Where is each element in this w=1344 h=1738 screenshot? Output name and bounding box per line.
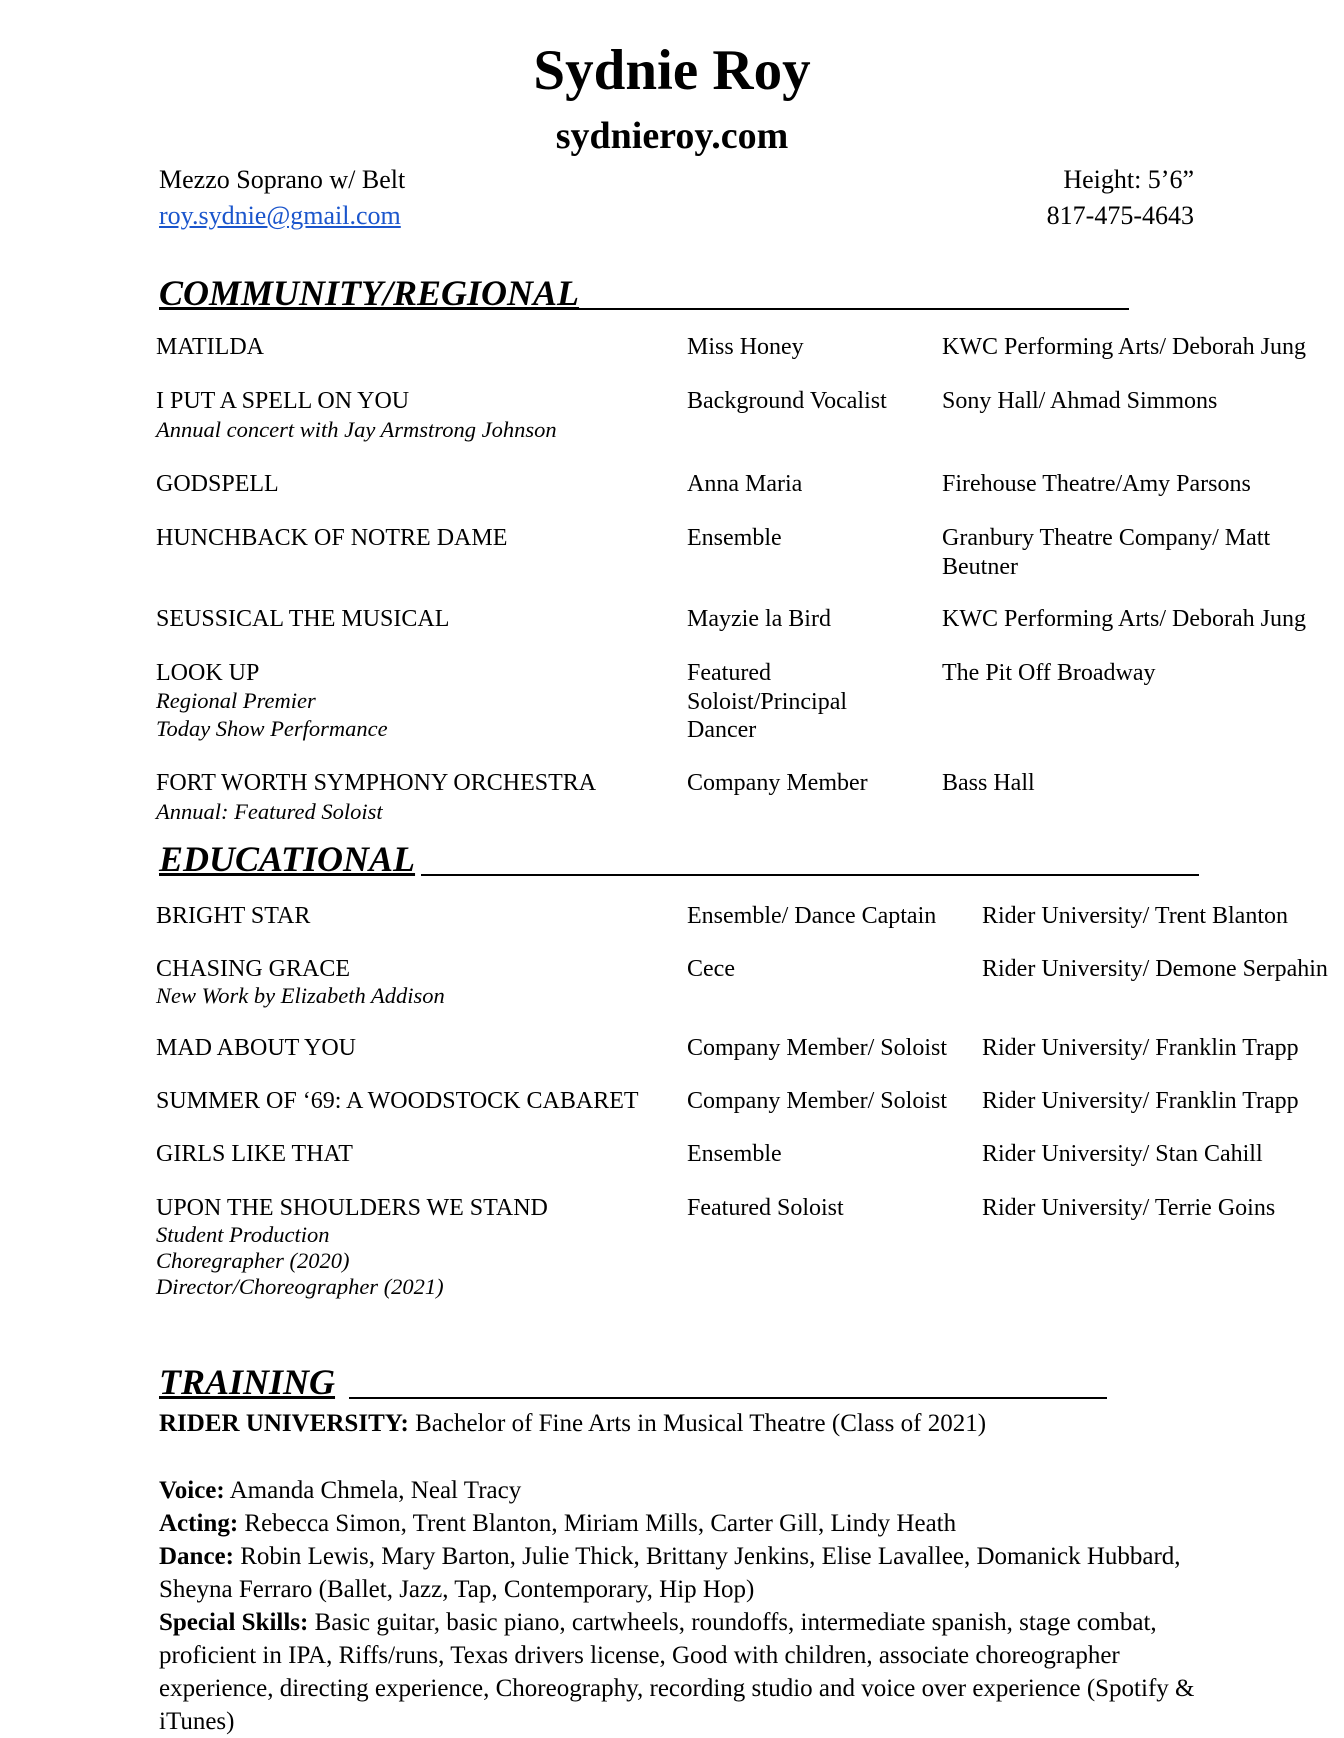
table-row-venue: KWC Performing Arts/ Deborah Jung	[942, 606, 1306, 632]
table-row-role: Cece	[687, 956, 735, 982]
skills-label: Special Skills:	[159, 1609, 309, 1636]
table-row-show: MAD ABOUT YOU	[156, 1035, 357, 1061]
phone: 817-475-4643	[1046, 201, 1194, 230]
table-row-venue: Sony Hall/ Ahmad Simmons	[942, 388, 1218, 414]
table-row-note: New Work by Elizabeth Addison	[156, 983, 445, 1008]
table-row-note: Today Show Performance	[156, 716, 388, 741]
table-row-role: Ensemble	[687, 525, 782, 551]
table-row-role: Featured Soloist	[687, 1195, 844, 1221]
table-row-show: SUMMER OF ‘69: A WOODSTOCK CABARET	[156, 1088, 639, 1114]
section-title: EDUCATIONAL	[159, 839, 416, 879]
section-heading-training	[159, 1361, 1107, 1403]
table-row-venue: Bass Hall	[942, 770, 1035, 796]
table-row-note: Annual: Featured Soloist	[156, 799, 383, 824]
table-row-note: Choregrapher (2020)	[156, 1248, 350, 1273]
table-row-venue: Rider University/ Franklin Trapp	[982, 1035, 1299, 1061]
table-row-role: Company Member/ Soloist	[687, 1035, 947, 1061]
table-row-show: MATILDA	[156, 334, 264, 360]
table-row-show: I PUT A SPELL ON YOU	[156, 388, 410, 414]
table-row-show: GIRLS LIKE THAT	[156, 1141, 353, 1167]
section-heading-community	[159, 272, 1129, 314]
table-row-role: Ensemble/ Dance Captain	[687, 903, 937, 929]
school-text: Bachelor of Fine Arts in Musical Theatre (Class of 2021)	[408, 1410, 987, 1437]
table-row-venue: Rider University/ Trent Blanton	[982, 903, 1288, 929]
table-row-note: Annual concert with Jay Armstrong Johnson	[156, 417, 557, 442]
table-row-venue: Granbury Theatre Company/ Matt Beutner	[942, 525, 1271, 580]
table-row-venue: KWC Performing Arts/ Deborah Jung	[942, 334, 1306, 360]
dance-text: Robin Lewis, Mary Barton, Julie Thick, Brittany Jenkins, Elise Lavallee, Domanick Hubbard, Sheyna Ferraro (Ballet, Jazz, Tap, Contemporary, Hip Hop)	[159, 1543, 1181, 1603]
table-row-venue: Rider University/ Franklin Trapp	[982, 1088, 1299, 1114]
table-row-show: LOOK UP	[156, 660, 260, 686]
heading-rule	[579, 308, 1129, 310]
school-label: RIDER UNIVERSITY:	[159, 1410, 409, 1437]
table-row-show: BRIGHT STAR	[156, 903, 311, 929]
voice-text: Amanda Chmela, Neal Tracy	[224, 1477, 522, 1504]
voice-label: Voice:	[159, 1477, 225, 1504]
table-row-role: Mayzie la Bird	[687, 606, 831, 632]
resume-name: Sydnie Roy	[533, 39, 811, 102]
website: sydnieroy.com	[555, 115, 789, 157]
table-row-role: Company Member/ Soloist	[687, 1088, 947, 1114]
email-link[interactable]: roy.sydnie@gmail.com	[159, 201, 401, 230]
acting-label: Acting:	[159, 1510, 239, 1537]
table-row-role: Featured Soloist/Principal Dancer	[687, 660, 848, 743]
acting-line	[159, 1507, 1209, 1540]
dance-line	[159, 1540, 1209, 1606]
acting-text: Rebecca Simon, Trent Blanton, Miriam Mills, Carter Gill, Lindy Heath	[238, 1510, 957, 1537]
table-row-venue: The Pit Off Broadway	[942, 660, 1156, 686]
skills-text: Basic guitar, basic piano, cartwheels, roundoffs, intermediate spanish, stage combat, proficient in IPA, Riffs/runs, Texas drivers license, Good with children, associate choreographer experience, directing experience, Choreography, recording studio and voice over experience (Spotify & iTunes)	[159, 1609, 1195, 1735]
voice-line	[159, 1474, 1209, 1507]
section-title: COMMUNITY/REGIONAL	[159, 273, 580, 313]
table-row-show: SEUSSICAL THE MUSICAL	[156, 606, 450, 632]
table-row-venue: Rider University/ Terrie Goins	[982, 1195, 1276, 1221]
height: Height: 5’6”	[1063, 165, 1194, 194]
section-heading-educational	[159, 838, 1199, 880]
table-row-note: Regional Premier	[156, 688, 316, 713]
table-row-role: Company Member	[687, 770, 868, 796]
skills-line	[159, 1606, 1209, 1738]
table-row-show: CHASING GRACE	[156, 956, 351, 982]
heading-rule	[349, 1397, 1107, 1399]
voice-type: Mezzo Soprano w/ Belt	[159, 165, 406, 194]
training-details	[159, 1474, 1209, 1738]
table-row-role: Background Vocalist	[687, 388, 887, 414]
dance-label: Dance:	[159, 1543, 234, 1570]
table-row-role: Miss Honey	[687, 334, 804, 360]
table-row-role: Ensemble	[687, 1141, 782, 1167]
table-row-show: FORT WORTH SYMPHONY ORCHESTRA	[156, 770, 597, 796]
table-row-note: Student Production	[156, 1222, 330, 1247]
table-row-show: HUNCHBACK OF NOTRE DAME	[156, 525, 508, 551]
heading-rule	[421, 874, 1199, 876]
training-school	[159, 1407, 1289, 1440]
table-row-role: Anna Maria	[687, 471, 803, 497]
table-row-show: UPON THE SHOULDERS WE STAND	[156, 1195, 548, 1221]
table-row-venue: Rider University/ Stan Cahill	[982, 1141, 1263, 1167]
section-title: TRAINING	[159, 1362, 336, 1402]
table-row-note: Director/Choreographer (2021)	[156, 1274, 444, 1299]
table-row-show: GODSPELL	[156, 471, 279, 497]
table-row-venue: Rider University/ Demone Serpahin	[982, 956, 1328, 982]
table-row-venue: Firehouse Theatre/Amy Parsons	[942, 471, 1251, 497]
